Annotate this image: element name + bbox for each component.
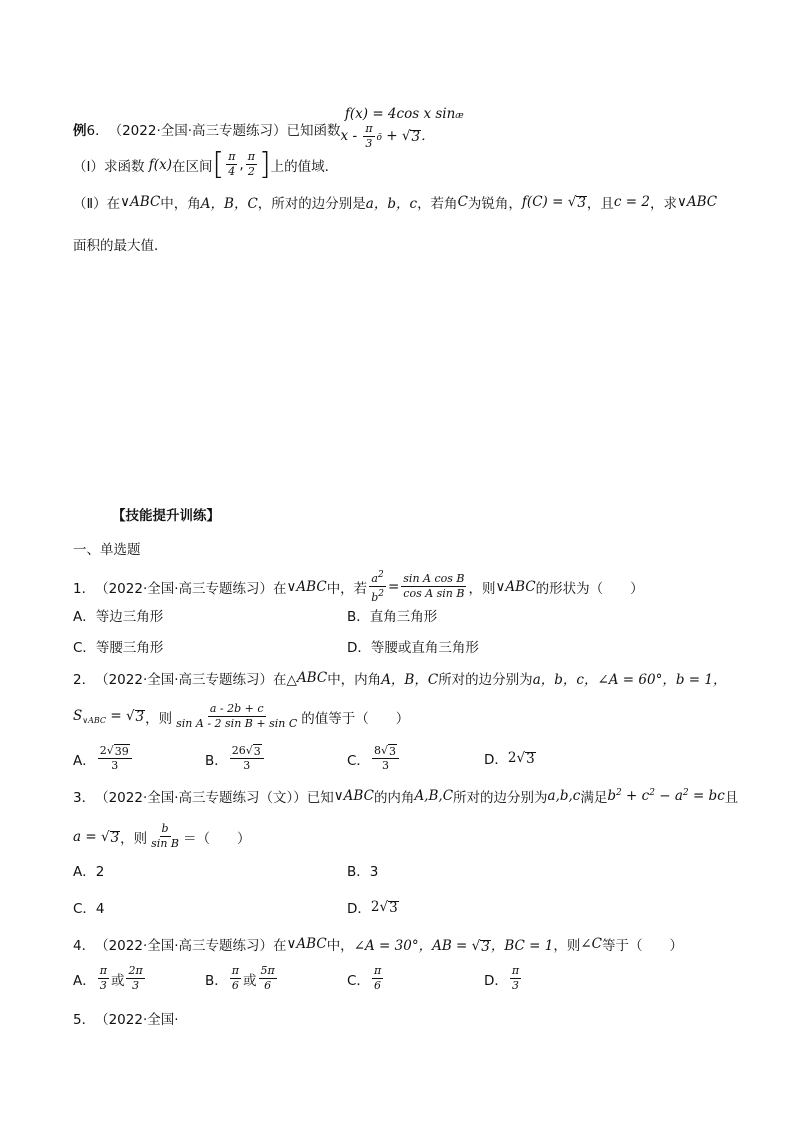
q1-option-a[interactable]: A．等边三角形 <box>73 609 164 625</box>
q1-ratio: $\frac{a^2}{b^2}$ <box>371 570 384 604</box>
q4-option-a-label: A． <box>73 972 96 989</box>
q3-text-a: 已知 <box>306 790 334 806</box>
q2-text-b: 中，内角 <box>327 672 382 688</box>
part2-text-b: 中，角 <box>160 196 201 212</box>
q3-option-d[interactable]: D． 2 √ 3 <box>347 899 398 917</box>
q4-number: 4． <box>73 938 96 954</box>
example-6-line <box>73 106 464 151</box>
interval-right: $\frac{\pi}{2}$ <box>247 150 255 178</box>
part1-text-c: 上的值域． <box>270 158 339 175</box>
q3-option-d-label: D． <box>347 901 371 917</box>
q2-option-a[interactable]: A． 2 √ 39 3 <box>73 744 134 773</box>
q4-option-c-label: C． <box>347 972 370 989</box>
q3-source: （2022·全国·高三专题练习（文）） <box>95 790 307 806</box>
q3-expression: $\frac{b}{\text{sin B}}$ <box>151 822 179 850</box>
q2-number: 2． <box>73 672 96 688</box>
question-5 <box>73 1008 179 1028</box>
question-2: 2． （2022·全国·高三专题练习） 在△ ABC 中，内角 A，B，C 所对的边分别为 a，b，c，∠A = 60°，b = 1， <box>73 670 727 688</box>
section-title: 【技能提升训练】 <box>112 508 220 524</box>
q2-option-d-label: D． <box>484 752 508 768</box>
q4-text-d: 等于（ ） <box>602 938 684 954</box>
question-3-line-2: a = √ 3 ，则 $\frac{b}{\text{sin B}}$ ＝（ ） <box>73 822 251 850</box>
q4-text-c: ，则 <box>553 938 581 954</box>
q2-option-c-label: C． <box>347 752 370 769</box>
q2-option-c[interactable]: C． 8 √ 3 3 <box>347 744 401 773</box>
q4-source: （2022·全国·高三专题练习） <box>95 938 274 954</box>
question-2-line-2: $S_{\vee ABC}$ = √ 3 ，则 $\frac{a - 2b + c}{\text{sin A - 2 sin B + sin C}}$ 的值等于（ ） <box>73 702 410 730</box>
example-number: 6． <box>86 122 109 139</box>
part1-fx: f(x) <box>144 156 172 173</box>
question-1: 1． （2022·全国·高三专题练习） 在 ∨ABC 中，若 $\frac{a^2}{b^2}$ = $\frac{\text{sin A cos B}}{\text{cos A sin B}}$ ，则 ∨ABC 的形状为（ ） <box>73 570 644 604</box>
part1-line: （Ⅰ） 求函数 f(x) 在区间 [ $\frac{\pi}{4}$ , $\frac{\pi}{2}$ ] 上的值域． <box>73 146 339 182</box>
q2-text-d: ，则 <box>145 710 173 727</box>
q1-option-c[interactable]: C．等腰三角形 <box>73 640 164 656</box>
q3-number: 3． <box>73 790 96 806</box>
q1-source: （2022·全国·高三专题练习） <box>95 580 274 597</box>
q4-option-b-label: B． <box>205 972 228 989</box>
q3-text-f: ，则 <box>120 830 148 847</box>
q2-text-a: 在△ <box>273 672 297 688</box>
q4-option-c[interactable]: C． $\frac{\pi}{6}$ <box>347 964 382 992</box>
section-subtitle: 一、单选题 <box>73 542 141 558</box>
example-intro: 已知函数 <box>286 122 341 139</box>
q2-expression: $\frac{a - 2b + c}{\text{sin A - 2 sin B + sin C}}$ <box>176 702 298 730</box>
q5-number: 5． <box>73 1012 96 1028</box>
part1-text-b: 在区间 <box>171 158 213 175</box>
q2-option-b[interactable]: B． 26 √ 3 3 <box>205 744 266 773</box>
example-tag: 例 <box>73 122 87 139</box>
part2-text-a: 在 <box>106 196 121 212</box>
part2-text-f: ，且 <box>586 196 614 212</box>
q4-option-a[interactable]: A． $\frac{\pi}{3}$ 或 $\frac{2\pi}{3}$ <box>73 964 143 992</box>
q1-trig-ratio: $\frac{\text{sin A cos B}}{\text{cos A sin B}}$ <box>403 572 465 600</box>
q1-text-a: 在 <box>273 580 287 597</box>
part2-text-e: 为锐角， <box>467 196 522 212</box>
q3-option-a[interactable]: A．2 <box>73 864 105 880</box>
part1-text-a: 求函数 <box>103 158 145 175</box>
q1-text-d: 的形状为（ ） <box>535 580 644 597</box>
q3-text-b: 的内角 <box>373 790 415 806</box>
part2-line: （Ⅱ） 在 ∨ABC 中，角 A，B，C ，所对的边分别是 a，b，c ，若角 C 为锐角， f(C) = √ 3 ，且 c = 2 ，求 ∨ABC <box>73 194 718 212</box>
q2-text-e: 的值等于（ ） <box>301 710 410 727</box>
question-4: 4． （2022·全国·高三专题练习） 在 ∨ABC 中， ∠A = 30°，AB = √ 3 ，BC = 1 ，则 ∠C 等于（ ） <box>73 936 684 955</box>
q4-option-d-label: D． <box>484 972 508 989</box>
question-3: 3． （2022·全国·高三专题练习（文）） 已知 ∨ABC 的内角 A,B,C 所对的边分别为 a,b,c 满足 $b^2 + c^2 - a^2$ = bc 且 <box>73 788 739 806</box>
part2-text-g: ，求 <box>649 196 677 212</box>
part2-label: （Ⅱ） <box>73 196 107 212</box>
part2-text-h: 面积的最大值． <box>73 238 168 254</box>
q3-text-d: 满足 <box>580 790 608 806</box>
part2-line-2 <box>73 234 168 254</box>
q4-text-a: 在 <box>273 938 287 954</box>
q2-source: （2022·全国·高三专题练习） <box>95 672 274 688</box>
part2-text-c: ，所对的边分别是 <box>257 196 366 212</box>
q3-text-g: ＝（ ） <box>182 830 251 847</box>
q2-option-d[interactable]: D． 2 √ 3 <box>484 750 535 768</box>
q2-text-c: 所对的边分别为 <box>438 672 533 688</box>
q1-number: 1． <box>73 580 96 597</box>
q1-text-b: 中，若 <box>326 580 368 597</box>
q3-option-b[interactable]: B．3 <box>347 864 379 880</box>
q2-option-b-label: B． <box>205 752 228 769</box>
q3-text-c: 所对的边分别为 <box>453 790 548 806</box>
example-source: （2022·全国·高三专题练习） <box>108 122 287 139</box>
q4-option-b[interactable]: B． $\frac{\pi}{6}$ 或 $\frac{5\pi}{6}$ <box>205 964 275 992</box>
q4-option-d[interactable]: D． $\frac{\pi}{3}$ <box>484 964 520 992</box>
part1-label: （Ⅰ） <box>73 158 104 175</box>
interval-left: $\frac{\pi}{4}$ <box>228 150 236 178</box>
q2-option-a-label: A． <box>73 752 96 769</box>
q3-option-c[interactable]: C．4 <box>73 901 105 917</box>
q4-text-b: 中， <box>326 938 354 954</box>
q3-text-e: 且 <box>724 790 739 806</box>
q5-source: （2022·全国· <box>95 1012 179 1028</box>
q1-option-b[interactable]: B．直角三角形 <box>347 609 438 625</box>
q1-option-d[interactable]: D．等腰或直角三角形 <box>347 640 479 656</box>
part2-text-d: ，若角 <box>417 196 458 212</box>
function-formula: f(x) = 4cos x sinæ x - $\frac{\pi}{3}$ ö + √ 3 ． <box>340 106 464 150</box>
q1-text-c: ，则 <box>468 580 496 597</box>
